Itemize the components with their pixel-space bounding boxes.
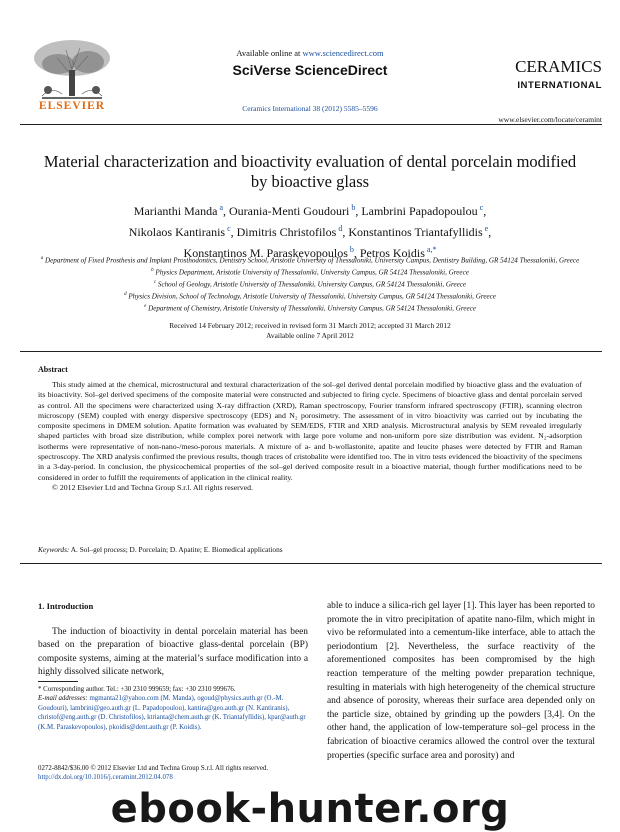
abstract-divider xyxy=(20,563,602,564)
keywords xyxy=(38,545,582,554)
keywords-list: A. Sol–gel process; D. Porcelain; D. Apatite; E. Biomedical applications xyxy=(70,545,283,554)
available-prefix: Available online at xyxy=(236,48,303,58)
keywords-label: Keywords: xyxy=(38,545,70,554)
introduction-heading: 1. Introduction xyxy=(38,601,94,611)
watermark: ebook-hunter.org xyxy=(110,786,510,832)
author-name: Marianthi Manda xyxy=(133,204,218,218)
journal-brand-title: CERAMICS xyxy=(515,57,602,76)
author-name: Petros Koidis xyxy=(359,246,425,260)
abstract-section xyxy=(38,380,582,493)
author-affiliation-mark[interactable]: c xyxy=(225,224,231,233)
author-name: Nikolaos Kantiranis xyxy=(128,225,226,239)
author-affiliation-mark[interactable]: a,* xyxy=(424,245,437,254)
affiliation-mark: e xyxy=(144,303,147,309)
author-affiliation-mark[interactable]: e xyxy=(482,224,489,233)
journal-url[interactable]: www.elsevier.com/locate/ceramint xyxy=(498,115,602,124)
issn-block xyxy=(38,764,338,782)
email-addresses xyxy=(38,694,310,732)
affiliation-mark: a xyxy=(40,256,44,261)
author-affiliation-mark[interactable]: c xyxy=(477,203,484,212)
abstract-text: This study aimed at the chemical, microstructural and textural characterization of the sol–gel derived dental porcelain modified by bioactive glass and the evaluation of its bioactivity. Sol–gel derived specimens of the composite material were constructed and subjected to firing cycle. Specimens of bioactive glass and dental porcelain served as control. All the specimens were characterized using X-ray diffraction (XRD), Raman spectroscopy, Fourier transform infrared spectroscopy (FTIR), scanning electron microscopy (SEM) coupled with energy dispersive spectroscopy (EDS) and N₂ porosimetry. The assessment of in vitro bioactivity was carried out by incubating the composite specimens in DMEM solution. Apatite formation was evaluated by SEM/EDS, FTIR and XRD analysis. Microstructural analysis by SEM revealed irregularly shaped particles with broad size distribution, while complex porei network with large pore volume and non-uniform pore size distribution was evident. N₂-adsorption isotherms were representative of non-nano-/meso-porous materials. A mixture of a- and b-wollastonite, apatite and leucite phases were detected by FTIR and Raman spectroscopy. The XRD analysis confirmed the previous results, though traces of cristobalite were identified too. The in vitro tests evidenced the bioactivity of the specimens in a 3-day-period. In conclusion, the physicochemical properties of the sol–gel derived composite result in a bioactive material, though further modifications need to be considered in order to fulfill the requirements of application in the clinical reality. xyxy=(38,380,582,482)
author-affiliation-mark[interactable]: d xyxy=(336,224,343,233)
author-name: Ourania-Menti Goudouri xyxy=(229,204,350,218)
affiliation-line: $^d$ Physics Division, School of Technology, Aristotle University of Thessaloniki, University Campus, GR 54124 Thessaloniki, Greece xyxy=(124,291,496,301)
article-dates xyxy=(40,321,580,341)
issn-line: 0272-8842/$36.00 © 2012 Elsevier Ltd and Techna Group S.r.l. All rights reserved. xyxy=(38,765,269,772)
affiliations xyxy=(40,254,580,314)
title-divider xyxy=(20,351,602,352)
abstract-heading: Abstract xyxy=(38,365,68,374)
affiliation-line: $^e$ Department of Chemistry, Aristotle University of Thessaloniki, University Campus, GR 54124 Thessaloniki, Greece xyxy=(144,303,476,313)
author-affiliation-mark[interactable]: b xyxy=(349,203,356,212)
platform-name: SciVerse ScienceDirect xyxy=(232,62,388,78)
affiliation-line: $^b$ Physics Department, Aristotle University of Thessaloniki, University Campus, GR 54124 Thessaloniki, Greece xyxy=(151,267,469,277)
abstract-copyright: © 2012 Elsevier Ltd and Techna Group S.r.l. All rights reserved. xyxy=(52,482,253,492)
journal-reference[interactable]: Ceramics International 38 (2012) 5585–5596 xyxy=(242,104,378,113)
publisher-name: ELSEVIER xyxy=(38,100,106,112)
author-list: Marianthi Manda $^a$, Ourania-Menti Goudouri $^b$, Lambrini Papadopoulou $^c$, Nikolaos Kantiranis $^c$, Dimitris Christofilos $^d$, Konstantinos Triantafyllidis $^e$, Konstantinos M. Paraskevopoulos $^b$, Petros Koidis $^{a,*}$ xyxy=(128,203,492,260)
left-column xyxy=(38,600,308,680)
affiliation-line: $^c$ School of Geology, Aristotle University of Thessaloniki, University Campus, GR 54124 Thessaloniki, Greece xyxy=(153,279,467,289)
introduction-text: The induction of bioactivity in dental porcelain material has been based on the preparation of bioactive glass-dental porcelain (BP) composite systems, aiming at the material’s surface modification into a highly dissolved silicate network, xyxy=(38,626,308,678)
affiliation-line: $^a$ Department of Fixed Prosthesis and Implant Prosthodontics, Dentistry School, Aristotle University of Thessaloniki, University Campus, Dentistry Building, GR 54124 Thessaloniki, Greece xyxy=(40,256,580,265)
affiliation-mark: b xyxy=(151,267,154,273)
doi-link[interactable]: http://dx.doi.org/10.1016/j.ceramint.2012.04.078 xyxy=(38,774,173,781)
article-title: Material characterization and bioactivity evaluation of dental porcelain modified by bioactive glass xyxy=(43,152,577,191)
right-column: able to induce a silica-rich gel layer [1]. This layer has been reported to promote the in vitro precipitation of apatite nano-film, which might in vivo be reformulated into a cementum-like interface, able to attach the periodontium [2]. Nevertheless, the surface reactivity of the aforementioned composites has been compromised by the high reaction temperature of the melting powder preparation technique, resulting in materials with high heterogeneity of the chemical structure and absence of porosity, whereas their surface area depended only on the particle size, obtained by grinding up the powders [3,4]. On the other hand, the application of low-temperature sol–gel process in the fabrication of bioactive ceramics allowed the control over the textural properties (specific surface area and porosity) and xyxy=(327,601,595,761)
footnote-divider xyxy=(38,681,78,682)
author-affiliation-mark[interactable]: b xyxy=(347,245,354,254)
affiliation-mark: c xyxy=(153,279,157,285)
email-list[interactable]: mgmanta21@yahoo.com (M. Manda), ogoud@physics.auth.gr (O.-M. Goudouri), lambrini@geo.auth.gr (L. Papadopoulou), kantira@geo.auth.gr (N. Kantiranis), christof@eng.auth.gr (D. Christofilos), ktrianta@chem.auth.gr (K. Triantafyllidis), kpar@auth.gr (K.M. Paraskevopoulos), pkoidis@dent.auth.gr (P. Koidis). xyxy=(38,695,306,731)
author-name: Dimitris Christofilos xyxy=(236,225,337,239)
footnotes xyxy=(38,685,310,732)
author-name: Konstantinos Triantafyllidis xyxy=(348,225,483,239)
author-affiliation-mark[interactable]: a xyxy=(217,203,223,212)
corresponding-author-note: * Corresponding author. Tel.: +30 2310 999659; fax: +30 2310 999676. xyxy=(38,686,236,693)
sciencedirect-link[interactable]: www.sciencedirect.com xyxy=(302,48,384,58)
author-name: Lambrini Papadopoulou xyxy=(361,204,478,218)
journal-brand-subtitle: INTERNATIONAL xyxy=(517,80,602,91)
email-label: E-mail addresses: xyxy=(38,695,88,703)
author-name: Konstantinos M. Paraskevopoulos xyxy=(183,246,348,260)
affiliation-mark: d xyxy=(124,291,127,297)
header-divider xyxy=(20,124,602,125)
received-dates: Received 14 February 2012; received in revised form 31 March 2012; accepted 31 March 2012 xyxy=(169,321,451,330)
available-date: Available online 7 April 2012 xyxy=(266,331,354,340)
